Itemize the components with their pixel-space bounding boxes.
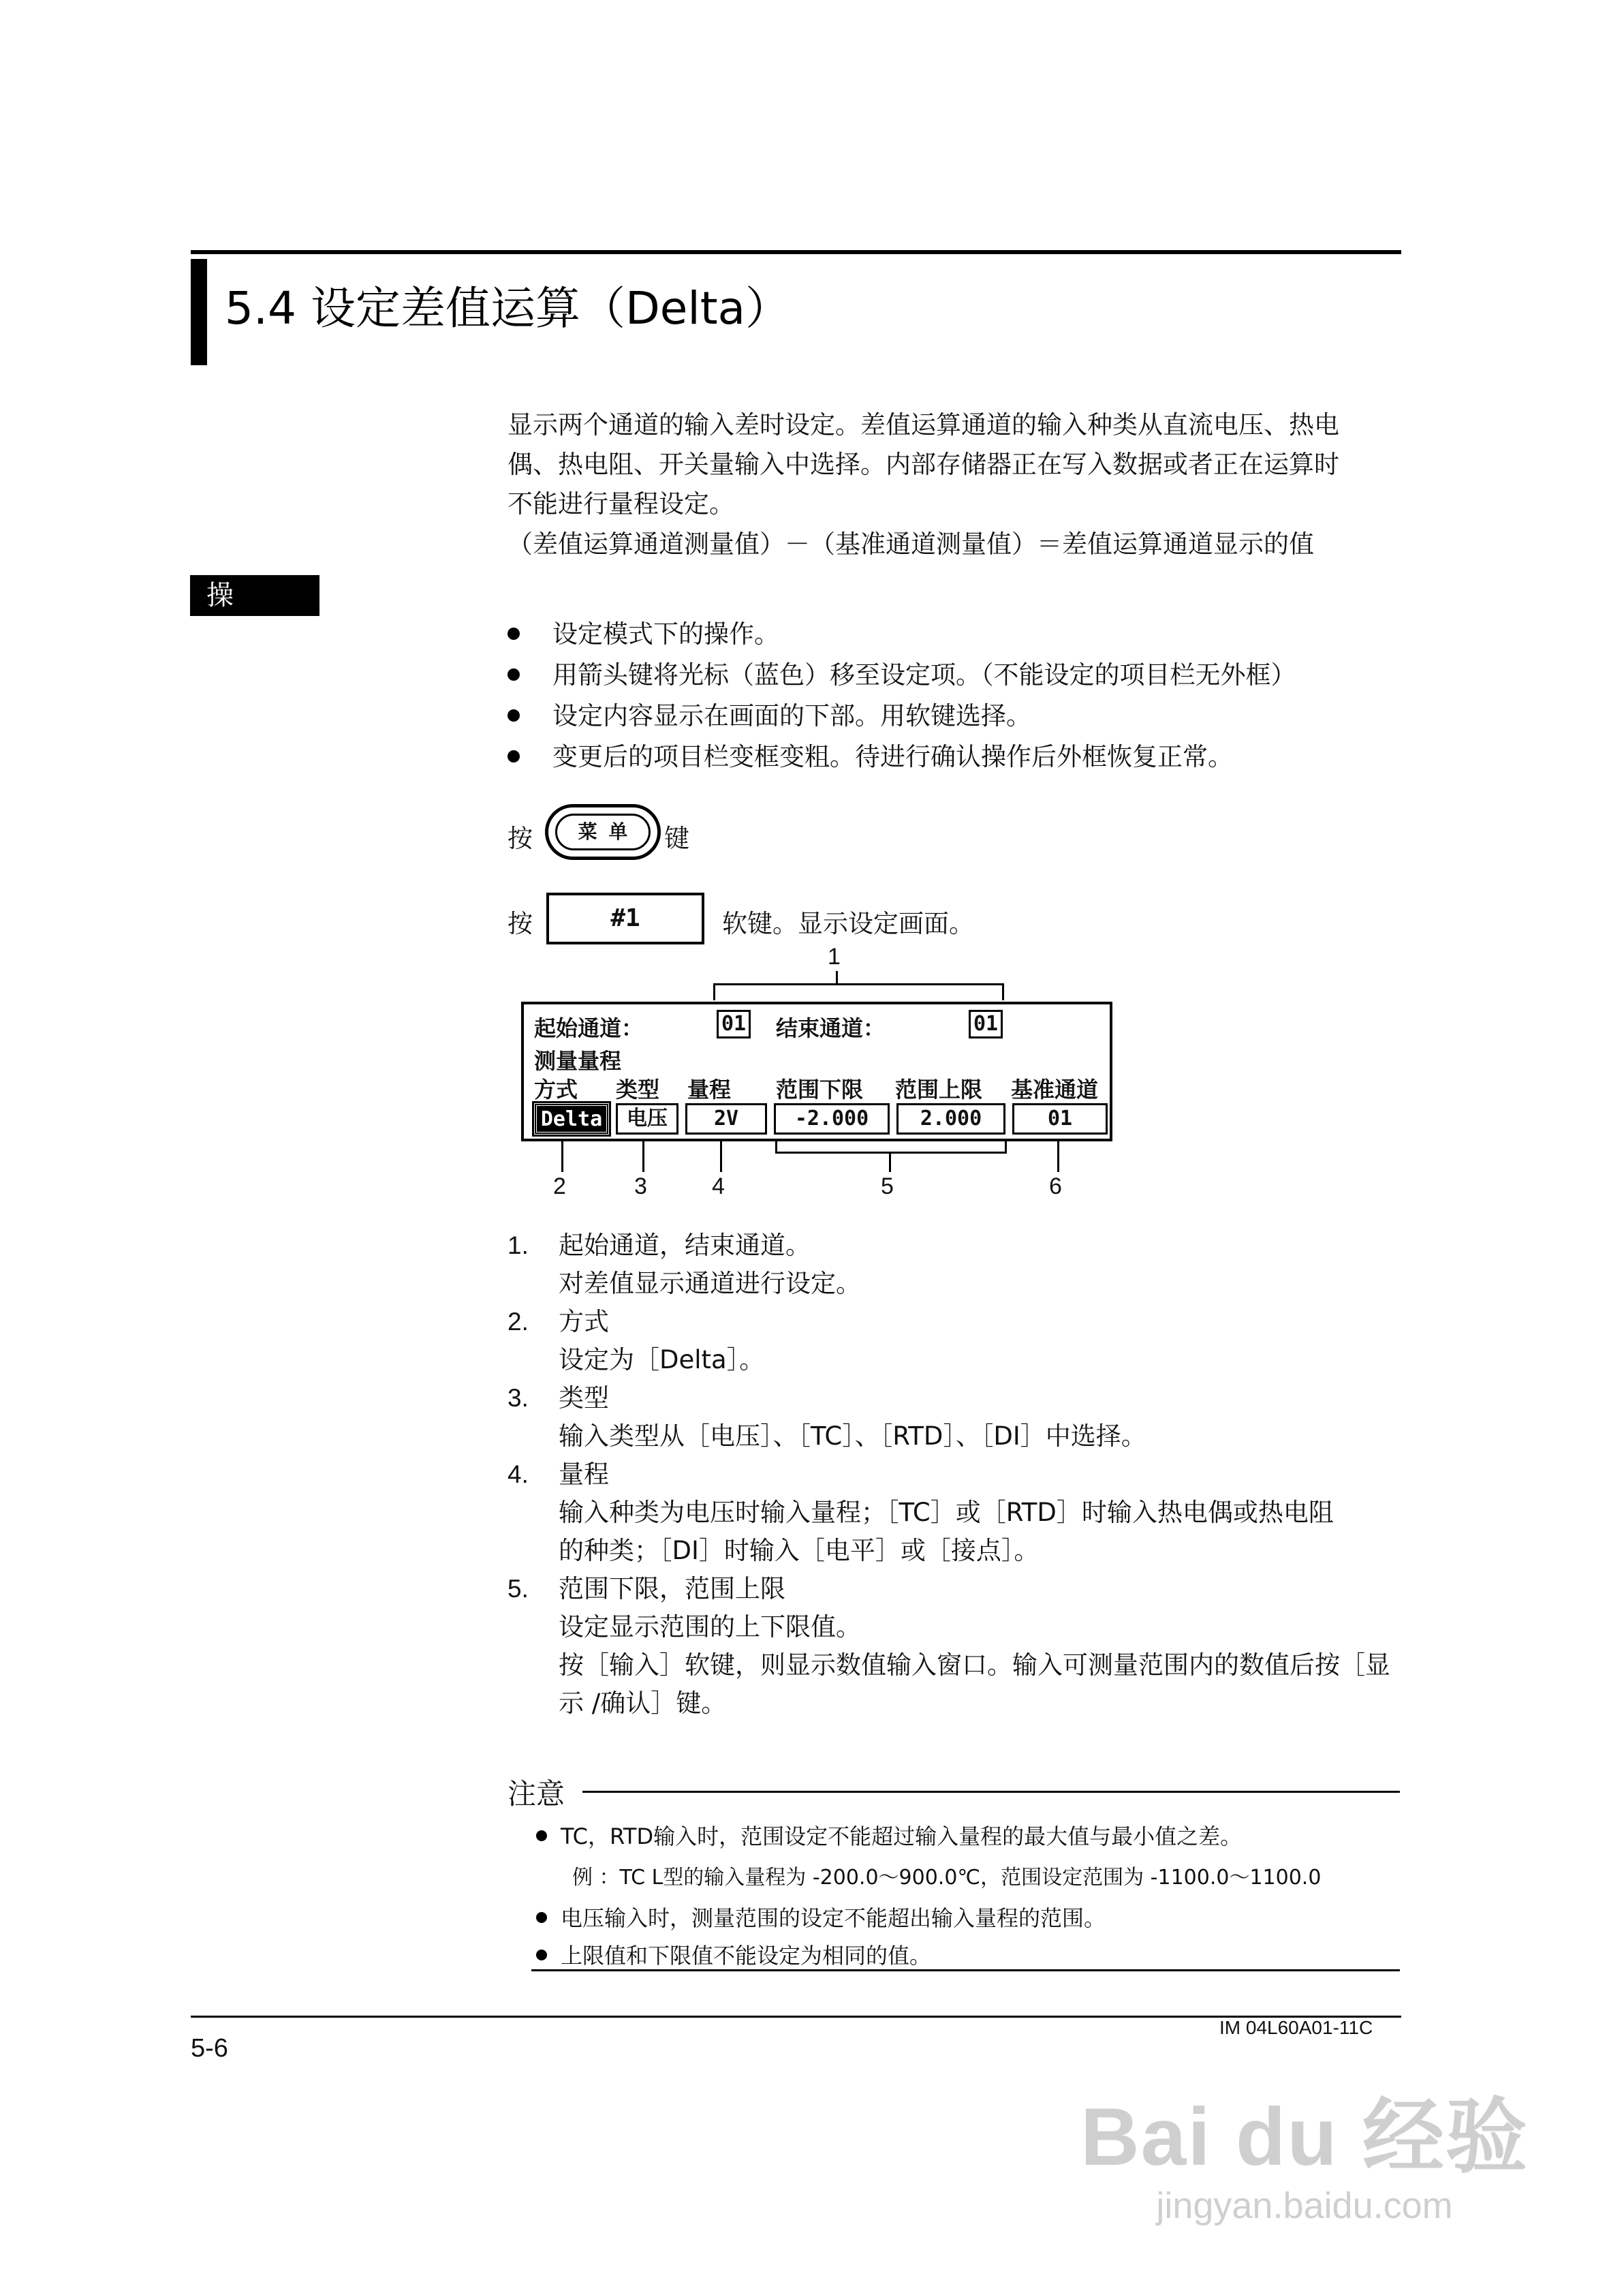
item-number: 5.	[507, 1575, 529, 1603]
item-title	[507, 1379, 609, 1417]
end-channel-label: 结束通道：	[776, 1015, 886, 1041]
watermark	[1080, 2071, 1529, 2227]
callout-4: 4	[712, 1173, 725, 1199]
step-press-prefix: 按	[507, 824, 533, 853]
header-reference-channel: 基准通道	[1011, 1077, 1099, 1103]
item-desc: 示 /确认］键。	[559, 1689, 727, 1718]
bullet-dot-icon	[507, 750, 520, 763]
note-item	[536, 1939, 931, 1970]
watermark-logo: Bai du 经验	[1080, 2091, 1529, 2183]
header-type: 类型	[616, 1077, 660, 1103]
item-title-text: 范围下限，范围上限	[559, 1574, 785, 1603]
callout-5-bracket-right	[1005, 1141, 1007, 1154]
page-number: 5-6	[191, 2034, 228, 2063]
callout-6-leader	[1057, 1141, 1059, 1172]
item-desc: 设定显示范围的上下限值。	[559, 1612, 861, 1642]
header-range: 量程	[687, 1077, 732, 1103]
item-title	[507, 1227, 811, 1265]
callout-1-leader	[836, 971, 838, 985]
callout-5-bracket-left	[775, 1141, 777, 1154]
callout-2-leader	[561, 1141, 563, 1172]
note-bottom-rule	[531, 1969, 1400, 1971]
item-title-text: 量程	[559, 1460, 609, 1489]
item-desc: 输入种类为电压时输入量程；［TC］或［RTD］时输入热电偶或热电阻	[559, 1498, 1334, 1527]
menu-key[interactable]: 菜 单	[555, 814, 651, 850]
item-number: 3.	[507, 1384, 529, 1412]
note-title: 注意	[507, 1777, 565, 1811]
note-example: 例 ：TC L型的输入量程为 -200.0～900.0℃，范围设定范围为 -1100.0～1100.0	[572, 1866, 1322, 1890]
item-title	[507, 1303, 609, 1341]
reference-channel-field[interactable]: 01	[1012, 1103, 1108, 1135]
bullet-dot-icon	[507, 668, 520, 681]
callout-3-leader	[642, 1141, 644, 1172]
callout-1: 1	[828, 944, 841, 970]
item-number: 2.	[507, 1308, 529, 1336]
end-channel-field[interactable]: 01	[969, 1010, 1003, 1038]
start-channel-label: 起始通道：	[534, 1015, 644, 1041]
callout-5-leader	[889, 1152, 891, 1172]
item-desc: 输入类型从［电压］、［TC］、［RTD］、［DI］中选择。	[559, 1421, 1146, 1451]
callout-6: 6	[1049, 1173, 1062, 1199]
bullet-dot-icon	[507, 709, 520, 722]
bullet-text: 变更后的项目栏变框变粗。待进行确认操作后外框恢复正常。	[552, 742, 1233, 771]
callout-2: 2	[553, 1173, 566, 1199]
type-field[interactable]: 电压	[616, 1103, 678, 1135]
start-channel-field[interactable]: 01	[717, 1010, 751, 1038]
step-press-prefix: 按	[507, 909, 533, 938]
callout-1-bracket-right	[1002, 983, 1004, 1000]
item-desc: 按［输入］软键，则显示数值输入窗口。输入可测量范围内的数值后按［显	[559, 1650, 1390, 1680]
bullet-item	[507, 617, 779, 651]
callout-4-leader	[720, 1141, 722, 1172]
bullet-item	[507, 699, 1031, 733]
note-bullet-icon	[536, 1830, 547, 1841]
soft-key-1[interactable]: #1	[546, 893, 704, 944]
span-upper-field[interactable]: 2.000	[896, 1103, 1005, 1135]
bullet-text: 设定内容显示在画面的下部。用软键选择。	[552, 701, 1031, 730]
item-title-text: 类型	[559, 1383, 609, 1413]
callout-3: 3	[634, 1173, 647, 1199]
span-lower-field[interactable]: -2.000	[774, 1103, 890, 1135]
bullet-dot-icon	[507, 628, 520, 640]
item-title	[507, 1455, 609, 1494]
bullet-text: 设定模式下的操作。	[552, 619, 779, 649]
header-rule	[191, 250, 1401, 254]
bullet-item	[507, 658, 1296, 692]
step-softkey-suffix: 软键。显示设定画面。	[722, 909, 974, 938]
step-key-suffix: 键	[664, 824, 689, 853]
bullet-text: 用箭头键将光标（蓝色）移至设定项。（不能设定的项目栏无外框）	[552, 660, 1296, 690]
note-bullet-icon	[536, 1950, 547, 1960]
note-top-rule	[582, 1791, 1400, 1793]
header-mode: 方式	[534, 1077, 578, 1103]
settings-screen	[521, 1002, 1112, 1141]
title-bar-marker	[191, 259, 207, 365]
mode-field[interactable]: Delta	[534, 1103, 609, 1135]
note-bullet-icon	[536, 1912, 547, 1923]
item-title-text: 起始通道，结束通道。	[559, 1231, 811, 1260]
item-desc: 的种类；［DI］时输入［电平］或［接点］。	[559, 1536, 1040, 1565]
item-desc: 对差值显示通道进行设定。	[559, 1269, 861, 1298]
item-title	[507, 1570, 785, 1608]
item-number: 1.	[507, 1231, 529, 1259]
watermark-url: jingyan.baidu.com	[1156, 2185, 1453, 2226]
intro-line-2: 偶、热电阻、开关量输入中选择。内部存储器正在写入数据或者正在运算时	[507, 450, 1339, 479]
bullet-item	[507, 740, 1233, 774]
callout-5-bracket	[775, 1152, 1007, 1154]
range-field[interactable]: 2V	[685, 1103, 767, 1135]
section-title: 5.4 设定差值运算（Delta）	[225, 282, 791, 335]
callout-5: 5	[881, 1173, 894, 1199]
range-label: 测量量程	[534, 1048, 622, 1074]
item-number: 4.	[507, 1460, 529, 1488]
item-title-text: 方式	[559, 1307, 609, 1336]
intro-formula: （差值运算通道测量值）－（基准通道测量值）＝差值运算通道显示的值	[507, 529, 1314, 559]
intro-line-1: 显示两个通道的输入差时设定。差值运算通道的输入种类从直流电压、热电	[507, 410, 1339, 440]
item-desc: 设定为［Delta］。	[559, 1345, 765, 1374]
note-text: 电压输入时，测量范围的设定不能超出输入量程的范围。	[561, 1905, 1106, 1931]
intro-line-3: 不能进行量程设定。	[507, 489, 734, 519]
note-item	[536, 1819, 1242, 1851]
note-item	[536, 1901, 1106, 1932]
operation-label: 操 作	[190, 575, 319, 616]
callout-1-bracket-left	[713, 983, 715, 1000]
header-span-upper: 范围上限	[895, 1077, 983, 1103]
callout-1-bracket	[713, 983, 1004, 985]
document-id: IM 04L60A01-11C	[1219, 2017, 1373, 2038]
header-span-lower: 范围下限	[776, 1077, 864, 1103]
note-text: 上限值和下限值不能设定为相同的值。	[561, 1943, 932, 1969]
note-text: TC，RTD输入时，范围设定不能超过输入量程的最大值与最小值之差。	[561, 1823, 1243, 1849]
